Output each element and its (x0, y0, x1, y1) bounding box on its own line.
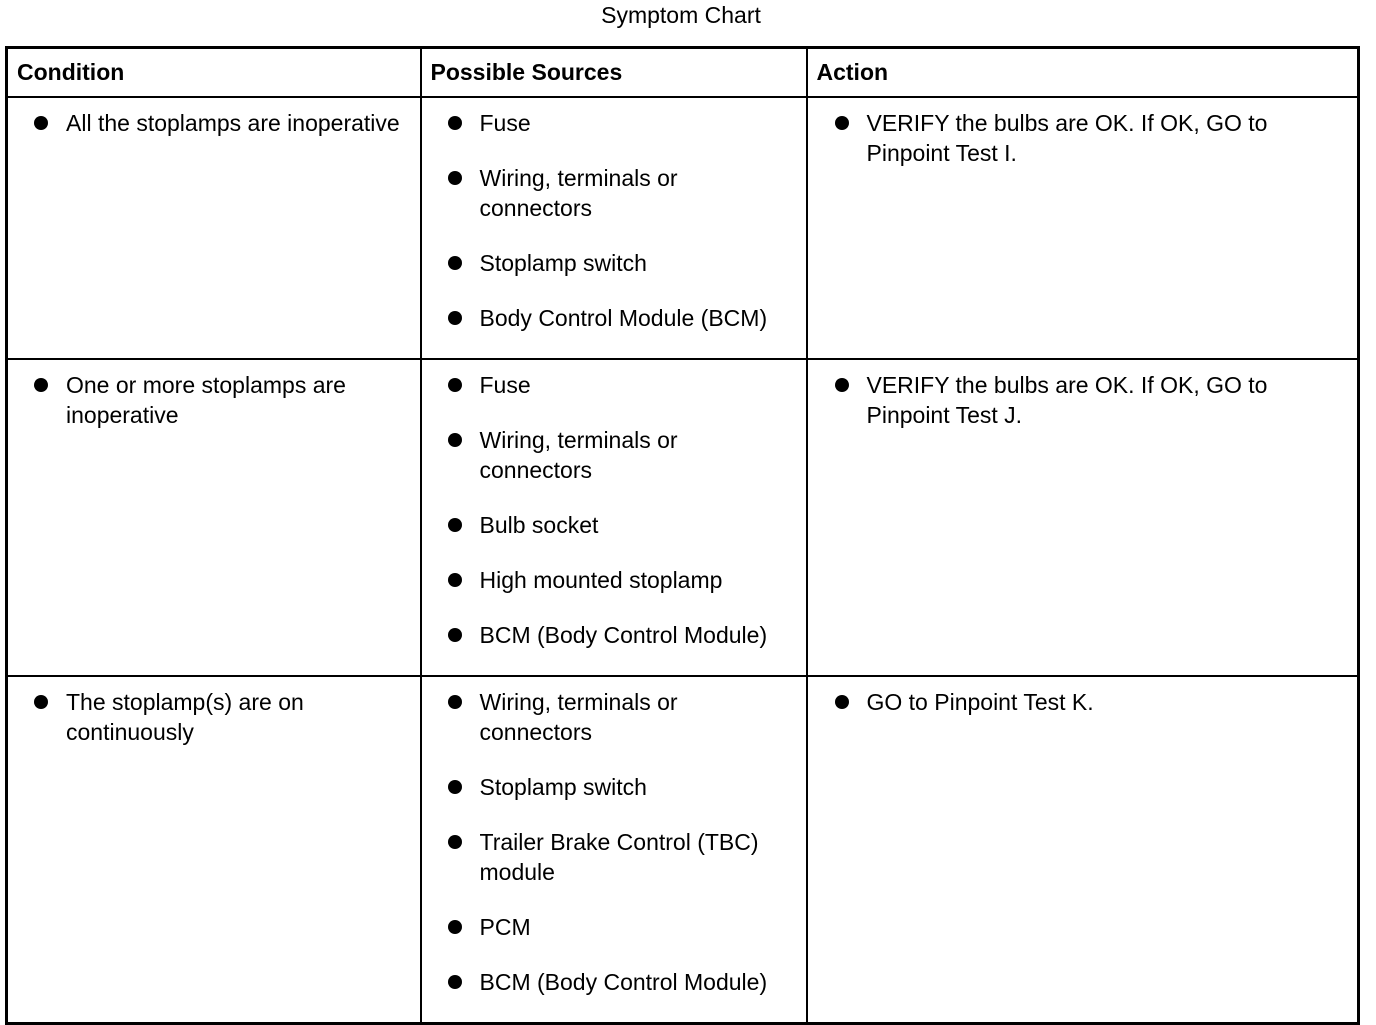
sources-cell (421, 676, 807, 1024)
condition-text: The stoplamp(s) are on continuously (66, 689, 304, 745)
bullet-icon (448, 116, 462, 130)
source-text: Trailer Brake Control (TBC) module (479, 829, 759, 885)
header-possible-sources: Possible Sources (421, 48, 807, 98)
header-action: Action (807, 48, 1359, 98)
bullet-icon (448, 920, 462, 934)
source-text: Wiring, terminals or connectors (479, 427, 678, 483)
list-item (808, 370, 1348, 430)
condition-cell (7, 97, 421, 359)
bullet-icon (448, 780, 462, 794)
bullet-icon (835, 695, 849, 709)
list-item (422, 303, 796, 333)
source-text: Fuse (479, 372, 531, 398)
source-text: Stoplamp switch (479, 774, 647, 800)
chart-title: Symptom Chart (601, 2, 761, 28)
list-item (422, 772, 796, 802)
list-item (422, 510, 796, 540)
header-row (7, 48, 1359, 98)
list-item (422, 827, 796, 887)
bullet-icon (448, 518, 462, 532)
source-text: Wiring, terminals or connectors (479, 689, 678, 745)
list-item (422, 108, 796, 138)
source-text: Body Control Module (BCM) (479, 305, 768, 331)
source-text: High mounted stoplamp (479, 567, 723, 593)
list-item (422, 565, 796, 595)
list-item (422, 370, 796, 400)
source-text: BCM (Body Control Module) (479, 969, 768, 995)
condition-cell (7, 676, 421, 1024)
bullet-icon (448, 311, 462, 325)
list-item (422, 620, 796, 650)
condition-text: All the stoplamps are inoperative (66, 110, 400, 136)
action-cell (807, 676, 1359, 1024)
bullet-icon (448, 256, 462, 270)
bullet-icon (34, 116, 48, 130)
source-text: Wiring, terminals or connectors (479, 165, 678, 221)
condition-text: One or more stoplamps are inoperative (66, 372, 346, 428)
source-text: PCM (479, 914, 531, 940)
list-item (422, 912, 796, 942)
list-item (422, 248, 796, 278)
list-item (8, 687, 410, 747)
condition-cell (7, 359, 421, 676)
bullet-icon (448, 573, 462, 587)
action-text: VERIFY the bulbs are OK. If OK, GO to Pinpoint Test J. (866, 372, 1268, 428)
source-text: BCM (Body Control Module) (479, 622, 768, 648)
sources-cell (421, 97, 807, 359)
list-item (808, 108, 1348, 168)
list-item (8, 370, 410, 430)
source-text: Stoplamp switch (479, 250, 647, 276)
bullet-icon (448, 628, 462, 642)
action-text: GO to Pinpoint Test K. (866, 689, 1094, 715)
bullet-icon (34, 695, 48, 709)
bullet-icon (34, 378, 48, 392)
bullet-icon (448, 695, 462, 709)
table-row (7, 97, 1359, 359)
symptom-table (5, 46, 1360, 1025)
bullet-icon (835, 116, 849, 130)
list-item (422, 163, 796, 223)
header-condition: Condition (7, 48, 421, 98)
bullet-icon (448, 975, 462, 989)
table-row (7, 359, 1359, 676)
list-item (422, 687, 796, 747)
source-text: Fuse (479, 110, 531, 136)
list-item (808, 687, 1348, 717)
bullet-icon (448, 378, 462, 392)
list-item (422, 425, 796, 485)
bullet-icon (835, 378, 849, 392)
action-text: VERIFY the bulbs are OK. If OK, GO to Pinpoint Test I. (866, 110, 1268, 166)
bullet-icon (448, 433, 462, 447)
action-cell (807, 359, 1359, 676)
action-cell (807, 97, 1359, 359)
table-row (7, 676, 1359, 1024)
sources-cell (421, 359, 807, 676)
bullet-icon (448, 171, 462, 185)
source-text: Bulb socket (479, 512, 599, 538)
bullet-icon (448, 835, 462, 849)
list-item (8, 108, 410, 138)
